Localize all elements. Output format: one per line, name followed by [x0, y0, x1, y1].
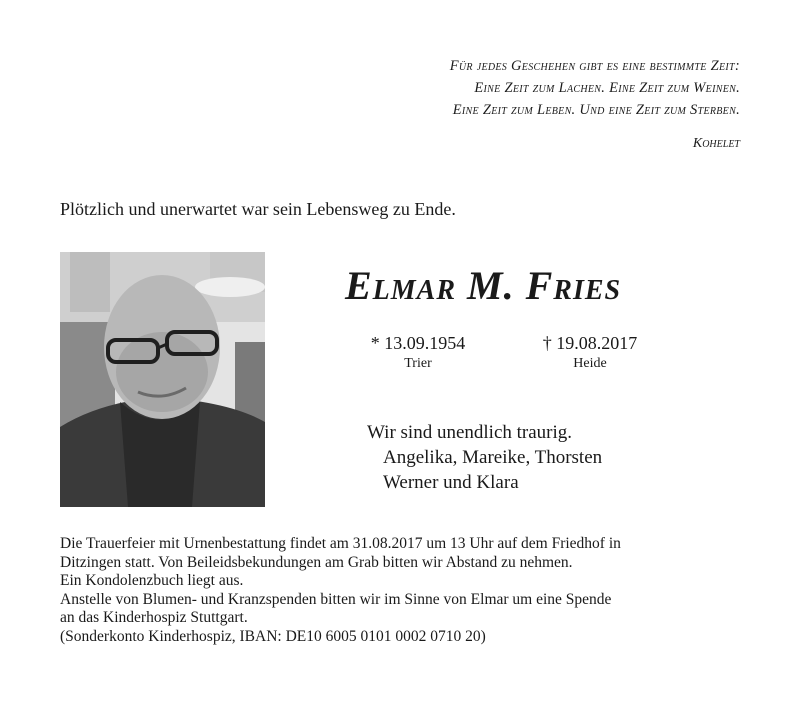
portrait-photo [60, 252, 265, 507]
mourners-statement: Wir sind unendlich traurig. [367, 422, 573, 443]
notice-line: (Sonderkonto Kinderhospiz, IBAN: DE10 6005 0101 0002 0710 20) [60, 627, 486, 645]
quote-line: Für jedes Geschehen gibt es eine bestimmte Zeit: [449, 58, 740, 74]
notice-line: Ditzingen statt. Von Beileidsbekundungen am Grab bitten wir Abstand zu nehmen. [60, 553, 573, 571]
quote-line: Eine Zeit zum Lachen. Eine Zeit zum Weinen. [474, 80, 740, 96]
death-date: † 19.08.2017 [542, 333, 638, 353]
quote-line: Eine Zeit zum Leben. Und eine Zeit zum Sterben. [452, 102, 740, 118]
intro-text: Plötzlich und unerwartet war sein Lebensweg zu Ende. [60, 199, 456, 219]
mourners-names: Werner und Klara [383, 472, 519, 493]
quote-author: Kohelet [692, 136, 740, 151]
deceased-name: Elmar M. Fries [345, 263, 622, 308]
notice-line: Anstelle von Blumen- und Kranzspenden bitten wir im Sinne von Elmar um eine Spende [60, 590, 612, 608]
death-place: Heide [573, 356, 607, 371]
mourners-block [367, 420, 602, 495]
birth-date: * 13.09.1954 [370, 333, 466, 353]
portrait-image [60, 252, 265, 507]
death-info [535, 333, 645, 372]
mourners-names: Angelika, Mareike, Thorsten [383, 447, 603, 468]
funeral-notice [60, 535, 760, 647]
quote-block [450, 55, 740, 121]
notice-line: Die Trauerfeier mit Urnenbestattung findet am 31.08.2017 um 13 Uhr auf dem Friedhof in [60, 535, 621, 552]
birth-info [362, 333, 474, 372]
notice-line: an das Kinderhospiz Stuttgart. [60, 609, 248, 627]
notice-line: Ein Kondolenzbuch liegt aus. [60, 572, 244, 590]
birth-place: Trier [404, 356, 432, 371]
